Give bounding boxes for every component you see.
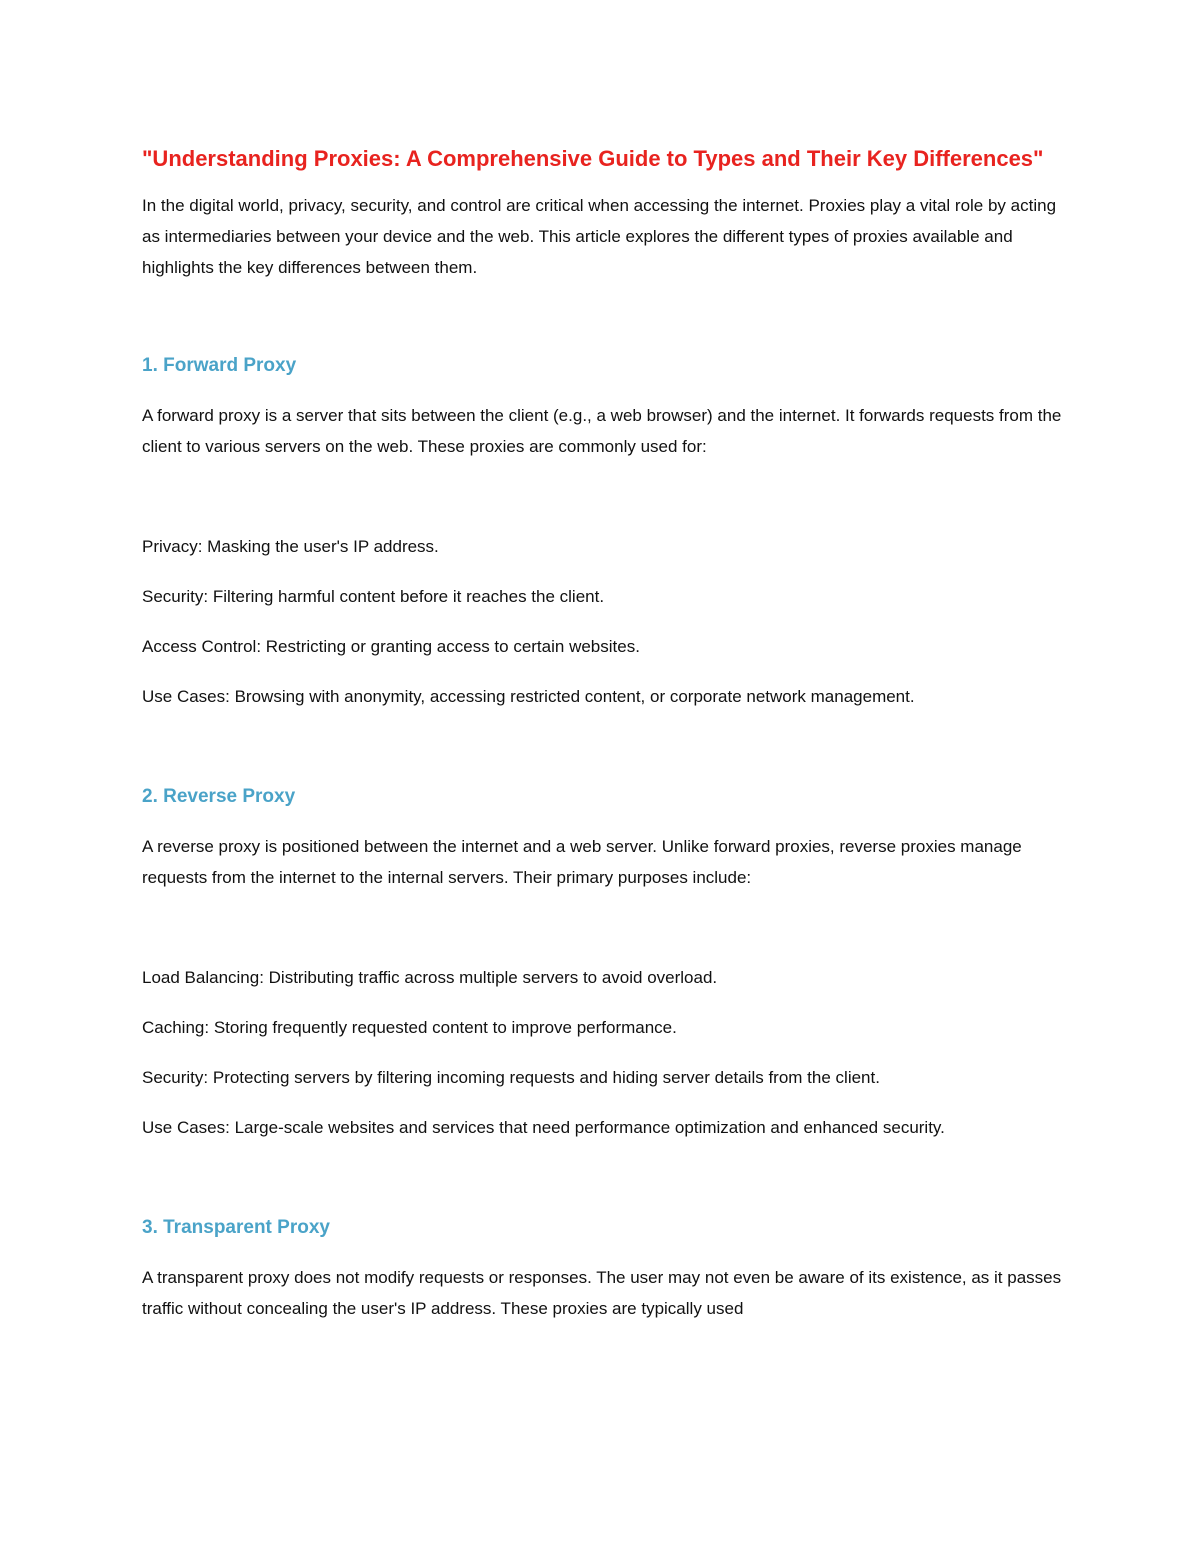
list-item: Access Control: Restricting or granting access to certain websites. [142, 637, 640, 656]
list-item: Security: Protecting servers by filtering incoming requests and hiding server details from the client. [142, 1068, 880, 1087]
document-body [142, 140, 1062, 1324]
list-item: Use Cases: Browsing with anonymity, accessing restricted content, or corporate network management. [142, 687, 915, 706]
section-body-reverse-proxy: A reverse proxy is positioned between the internet and a web server. Unlike forward proxies, reverse proxies manage requests from the internet to the internal servers. Their primary purposes include: [142, 837, 1022, 887]
list-item: Security: Filtering harmful content before it reaches the client. [142, 587, 605, 606]
section-heading-reverse-proxy: 2. Reverse Proxy [142, 786, 296, 807]
list-item: Privacy: Masking the user's IP address. [142, 537, 439, 556]
intro-paragraph: In the digital world, privacy, security, and control are critical when accessing the internet. Proxies play a vital role by acting as intermediaries between your device and the web. This article explores the different types of proxies available and highlights the key differences between them. [142, 196, 1057, 277]
document-title: "Understanding Proxies: A Comprehensive Guide to Types and Their Key Differences" [142, 146, 1044, 171]
section-body-transparent-proxy: A transparent proxy does not modify requests or responses. The user may not even be aware of its existence, as it passes traffic without concealing the user's IP address. These proxies are typically used [142, 1268, 1062, 1318]
list-item: Load Balancing: Distributing traffic across multiple servers to avoid overload. [142, 968, 718, 987]
section-body-forward-proxy: A forward proxy is a server that sits between the client (e.g., a web browser) and the internet. It forwards requests from the client to various servers on the web. These proxies are commonly used for: [142, 406, 1062, 456]
list-item: Use Cases: Large-scale websites and services that need performance optimization and enhanced security. [142, 1118, 945, 1137]
section-heading-transparent-proxy: 3. Transparent Proxy [142, 1217, 330, 1238]
list-item: Caching: Storing frequently requested content to improve performance. [142, 1018, 677, 1037]
section-heading-forward-proxy: 1. Forward Proxy [142, 355, 297, 376]
